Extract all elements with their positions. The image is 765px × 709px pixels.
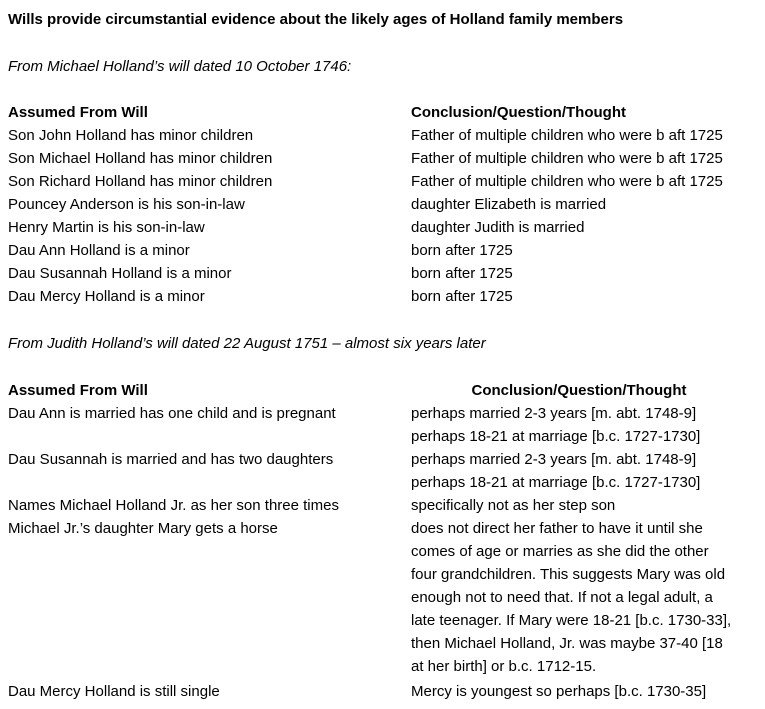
section1-row-3-assumed: Son Richard Holland has minor children — [8, 173, 273, 190]
section1-row-5-assumed: Henry Martin is his son-in-law — [8, 219, 205, 236]
section1-row-4-conclusion: daughter Elizabeth is married — [411, 196, 607, 213]
section2-row-3-conclusion: specifically not as her step son — [411, 497, 616, 514]
section1-row-1-assumed: Son John Holland has minor children — [8, 127, 254, 144]
section2-row-1-conclusion-line-2: perhaps 18-21 at marriage [b.c. 1727-1730] — [411, 428, 701, 445]
section1-row-6-assumed: Dau Ann Holland is a minor — [8, 242, 190, 259]
section1-row-2-conclusion: Father of multiple children who were b aft 1725 — [411, 150, 723, 167]
document-title: Wills provide circumstantial evidence about the likely ages of Holland family members — [8, 11, 624, 28]
section1-row-1-conclusion: Father of multiple children who were b aft 1725 — [411, 127, 723, 144]
section2-heading: From Judith Holland’s will dated 22 August 1751 – almost six years later — [8, 335, 486, 352]
section2-row-4-conclusion-line-3: four grandchildren. This suggests Mary was old — [411, 566, 726, 583]
section2-row-3-assumed: Names Michael Holland Jr. as her son three times — [8, 497, 339, 514]
section2-row-4-conclusion-line-5: late teenager. If Mary were 18-21 [b.c. 1730-33], — [411, 612, 732, 629]
section1-heading: From Michael Holland’s will dated 10 October 1746: — [8, 58, 352, 75]
section2-row-5-assumed: Dau Mercy Holland is still single — [8, 683, 220, 700]
section2-row-1-conclusion-line-1: perhaps married 2-3 years [m. abt. 1748-9] — [411, 405, 697, 422]
section2-row-2-conclusion-line-2: perhaps 18-21 at marriage [b.c. 1727-1730] — [411, 474, 701, 491]
section2-row-4-assumed: Michael Jr.’s daughter Mary gets a horse — [8, 520, 278, 537]
section1-row-6-conclusion: born after 1725 — [411, 242, 513, 259]
section2-row-4-conclusion-line-2: comes of age or marries as she did the other — [411, 543, 709, 560]
section1-row-3-conclusion: Father of multiple children who were b aft 1725 — [411, 173, 723, 190]
section2-row-4-conclusion-line-6: then Michael Holland, Jr. was maybe 37-40 [18 — [411, 635, 723, 652]
section1-right-header: Conclusion/Question/Thought — [411, 104, 626, 121]
section1-row-2-assumed: Son Michael Holland has minor children — [8, 150, 273, 167]
section2-row-5-conclusion: Mercy is youngest so perhaps [b.c. 1730-35] — [411, 683, 707, 700]
section1-left-header: Assumed From Will — [8, 104, 148, 121]
section2-row-1-assumed: Dau Ann is married has one child and is pregnant — [8, 405, 336, 422]
section2-row-4-conclusion-line-1: does not direct her father to have it until she — [411, 520, 703, 537]
section1-row-7-assumed: Dau Susannah Holland is a minor — [8, 265, 232, 282]
section2-row-2-assumed: Dau Susannah is married and has two daughters — [8, 451, 334, 468]
section1-row-4-assumed: Pouncey Anderson is his son-in-law — [8, 196, 245, 213]
section1-row-7-conclusion: born after 1725 — [411, 265, 513, 282]
section1-row-8-assumed: Dau Mercy Holland is a minor — [8, 288, 205, 305]
section2-row-2-conclusion-line-1: perhaps married 2-3 years [m. abt. 1748-9] — [411, 451, 697, 468]
section2-row-4-conclusion-line-7: at her birth] or b.c. 1712-15. — [411, 658, 597, 675]
section1-row-8-conclusion: born after 1725 — [411, 288, 513, 305]
section1-row-5-conclusion: daughter Judith is married — [411, 219, 585, 236]
section2-row-4-conclusion-line-4: enough not to need that. If not a legal adult, a — [411, 589, 713, 606]
section2-right-header: Conclusion/Question/Thought — [471, 382, 687, 399]
section2-left-header: Assumed From Will — [8, 382, 148, 399]
